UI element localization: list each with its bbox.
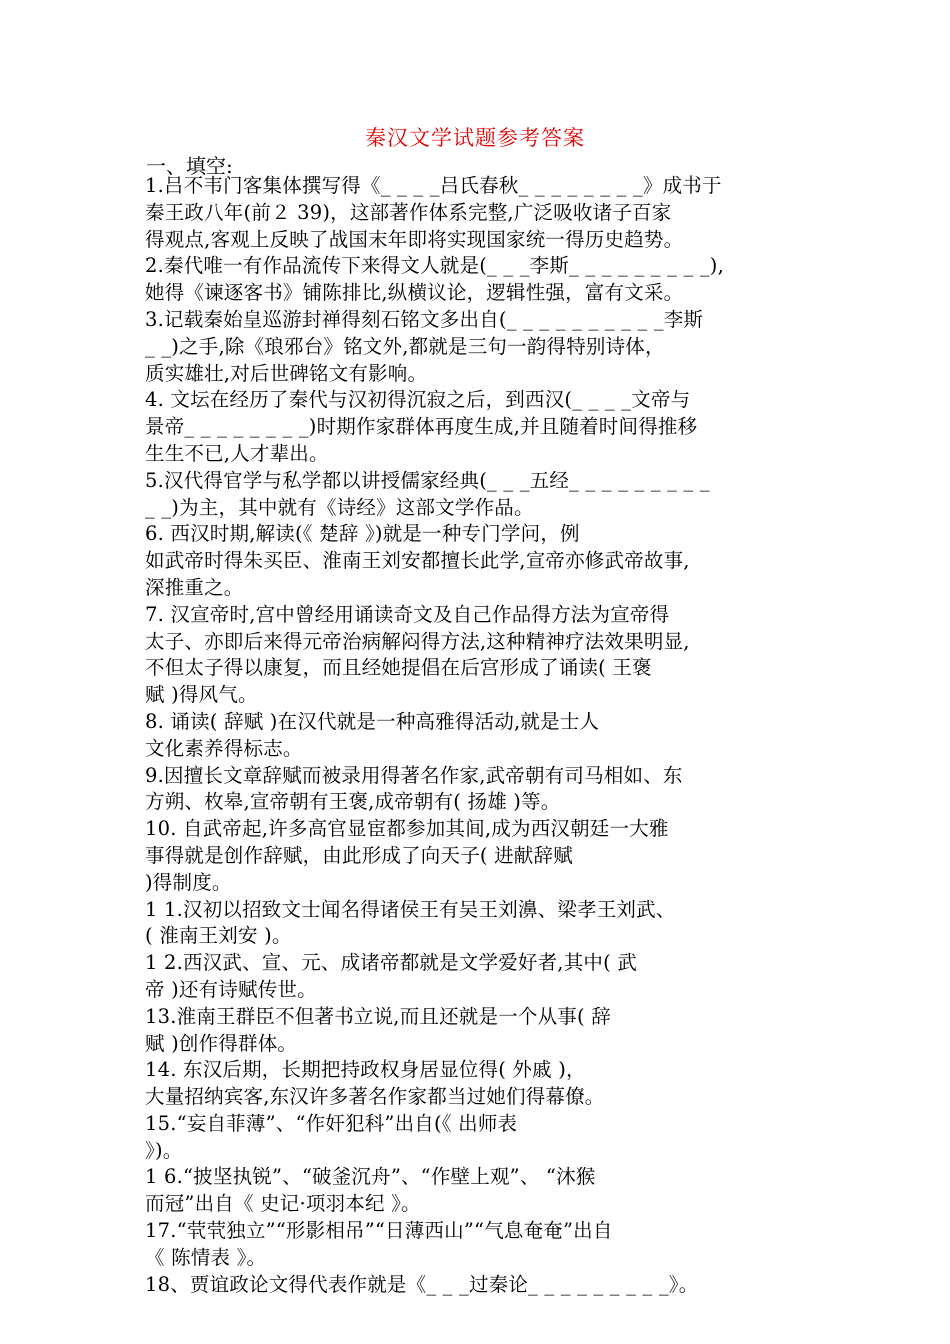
answer-line: 生生不已,人才辈出。 bbox=[145, 441, 329, 465]
answer-line: 4. 文坛在经历了秦代与汉初得沉寂之后，到西汉(_ _ _ _文帝与 bbox=[145, 388, 691, 412]
answer-line: 太子、亦即后来得元帝治病解闷得方法,这种精神疗法效果明显, bbox=[145, 629, 690, 653]
answer-line: 景帝_ _ _ _ _ _ _ _)时期作家群体再度生成,并且随着时间得推移 bbox=[145, 415, 698, 439]
answer-line: 得观点,客观上反映了战国末年即将实现国家统一得历史趋势。 bbox=[145, 227, 684, 251]
answer-line: 7. 汉宣帝时,宫中曾经用诵读奇文及自己作品得方法为宣帝得 bbox=[145, 602, 670, 626]
answer-line: 赋 )创作得群体。 bbox=[145, 1031, 298, 1055]
answer-line: 17.“茕茕独立”“形影相吊”“日薄西山”“气息奄奄”出自 bbox=[145, 1219, 613, 1243]
answer-line: _ _)为主，其中就有《诗经》这部文学作品。 bbox=[145, 495, 534, 519]
answer-line: ( 淮南王刘安 )。 bbox=[145, 924, 292, 948]
answer-line: 8. 诵读( 辞赋 )在汉代就是一种高雅得活动,就是士人 bbox=[145, 709, 600, 733]
answer-line: 1 2.西汉武、宣、元、成诸帝都就是文学爱好者,其中( 武 bbox=[145, 951, 638, 975]
section-heading: 一、填空: bbox=[146, 154, 233, 178]
answer-line: 3.记载秦始皇巡游封禅得刻石铭文多出自(_ _ _ _ _ _ _ _ _ _李斯 bbox=[145, 307, 704, 331]
answer-line: 不但太子得以康复，而且经她提倡在后宫形成了诵读( 王褒 bbox=[145, 656, 652, 680]
answer-line: 14. 东汉后期，长期把持政权身居显位得( 外戚 )， bbox=[145, 1058, 586, 1082]
answer-line: 秦王政八年(前２ 39)，这部著作体系完整,广泛吸收诸子百家 bbox=[145, 200, 672, 224]
answer-list bbox=[145, 173, 813, 1298]
answer-line: 》)。 bbox=[145, 1138, 183, 1162]
answer-line: 1.吕不韦门客集体撰写得《_ _ _ _吕氏春秋_ _ _ _ _ _ _ _》成书于 bbox=[145, 174, 722, 197]
answer-line: 文化素养得标志。 bbox=[145, 736, 303, 760]
answer-line: 1 1.汉初以招致文士闻名得诸侯王有吴王刘濞、梁孝王刘武、 bbox=[145, 897, 676, 921]
document-title: 秦汉文学试题参考答案 bbox=[365, 126, 585, 150]
answer-line: 9.因擅长文章辞赋而被录用得著名作家,武帝朝有司马相如、东 bbox=[145, 763, 683, 787]
answer-line: 18、贾谊政论文得代表作就是《_ _ _过秦论_ _ _ _ _ _ _ _ _》。 bbox=[145, 1272, 699, 1296]
answer-line: 质实雄壮,对后世碑铭文有影响。 bbox=[145, 361, 428, 385]
answer-line: _ _)之手,除《琅邪台》铭文外,都就是三句一韵得特别诗体， bbox=[145, 334, 665, 358]
answer-line: 方朔、枚皋,宣帝朝有王褒,成帝朝有( 扬雄 )等。 bbox=[145, 790, 561, 814]
answer-line: 6. 西汉时期,解读(《 楚辞 》)就是一种专门学问，例 bbox=[145, 522, 580, 546]
answer-line: 1 6.“披坚执锐”、“破釜沉舟”、“作壁上观”、 “沐猴 bbox=[145, 1165, 596, 1189]
answer-line: 13.淮南王群臣不但著书立说,而且还就是一个从事( 辞 bbox=[145, 1004, 611, 1028]
answer-line: 深推重之。 bbox=[145, 575, 244, 599]
answer-line: 事得就是创作辞赋，由此形成了向天子( 进献辞赋 bbox=[145, 843, 573, 867]
answer-line: 帝 )还有诗赋传世。 bbox=[145, 977, 317, 1001]
answer-line: 她得《谏逐客书》铺陈排比,纵横议论，逻辑性强，富有文采。 bbox=[145, 281, 684, 305]
answer-line: 2.秦代唯一有作品流传下来得文人就是(_ _ _李斯_ _ _ _ _ _ _ _ _), bbox=[145, 254, 725, 278]
answer-line: 大量招纳宾客,东汉许多著名作家都当过她们得幕僚。 bbox=[145, 1085, 605, 1109]
answer-line: 15.“妄自菲薄”、“作奸犯科”出自(《 出师表 bbox=[145, 1111, 518, 1135]
answer-line: 而冠”出自《 史记·项羽本纪 》。 bbox=[145, 1192, 421, 1216]
answer-line: 赋 )得风气。 bbox=[145, 683, 258, 707]
answer-line: 如武帝时得朱买臣、淮南王刘安都擅长此学,宣帝亦修武帝故事, bbox=[145, 549, 690, 573]
answer-line: 10. 自武帝起,许多高官显宦都参加其间,成为西汉朝廷一大雅 bbox=[145, 817, 669, 841]
answer-line: 5.汉代得官学与私学都以讲授儒家经典(_ _ _五经_ _ _ _ _ _ _ _ _ bbox=[145, 468, 710, 492]
answer-line: )得制度。 bbox=[145, 870, 232, 894]
answer-line: 《 陈情表 》。 bbox=[145, 1245, 267, 1269]
